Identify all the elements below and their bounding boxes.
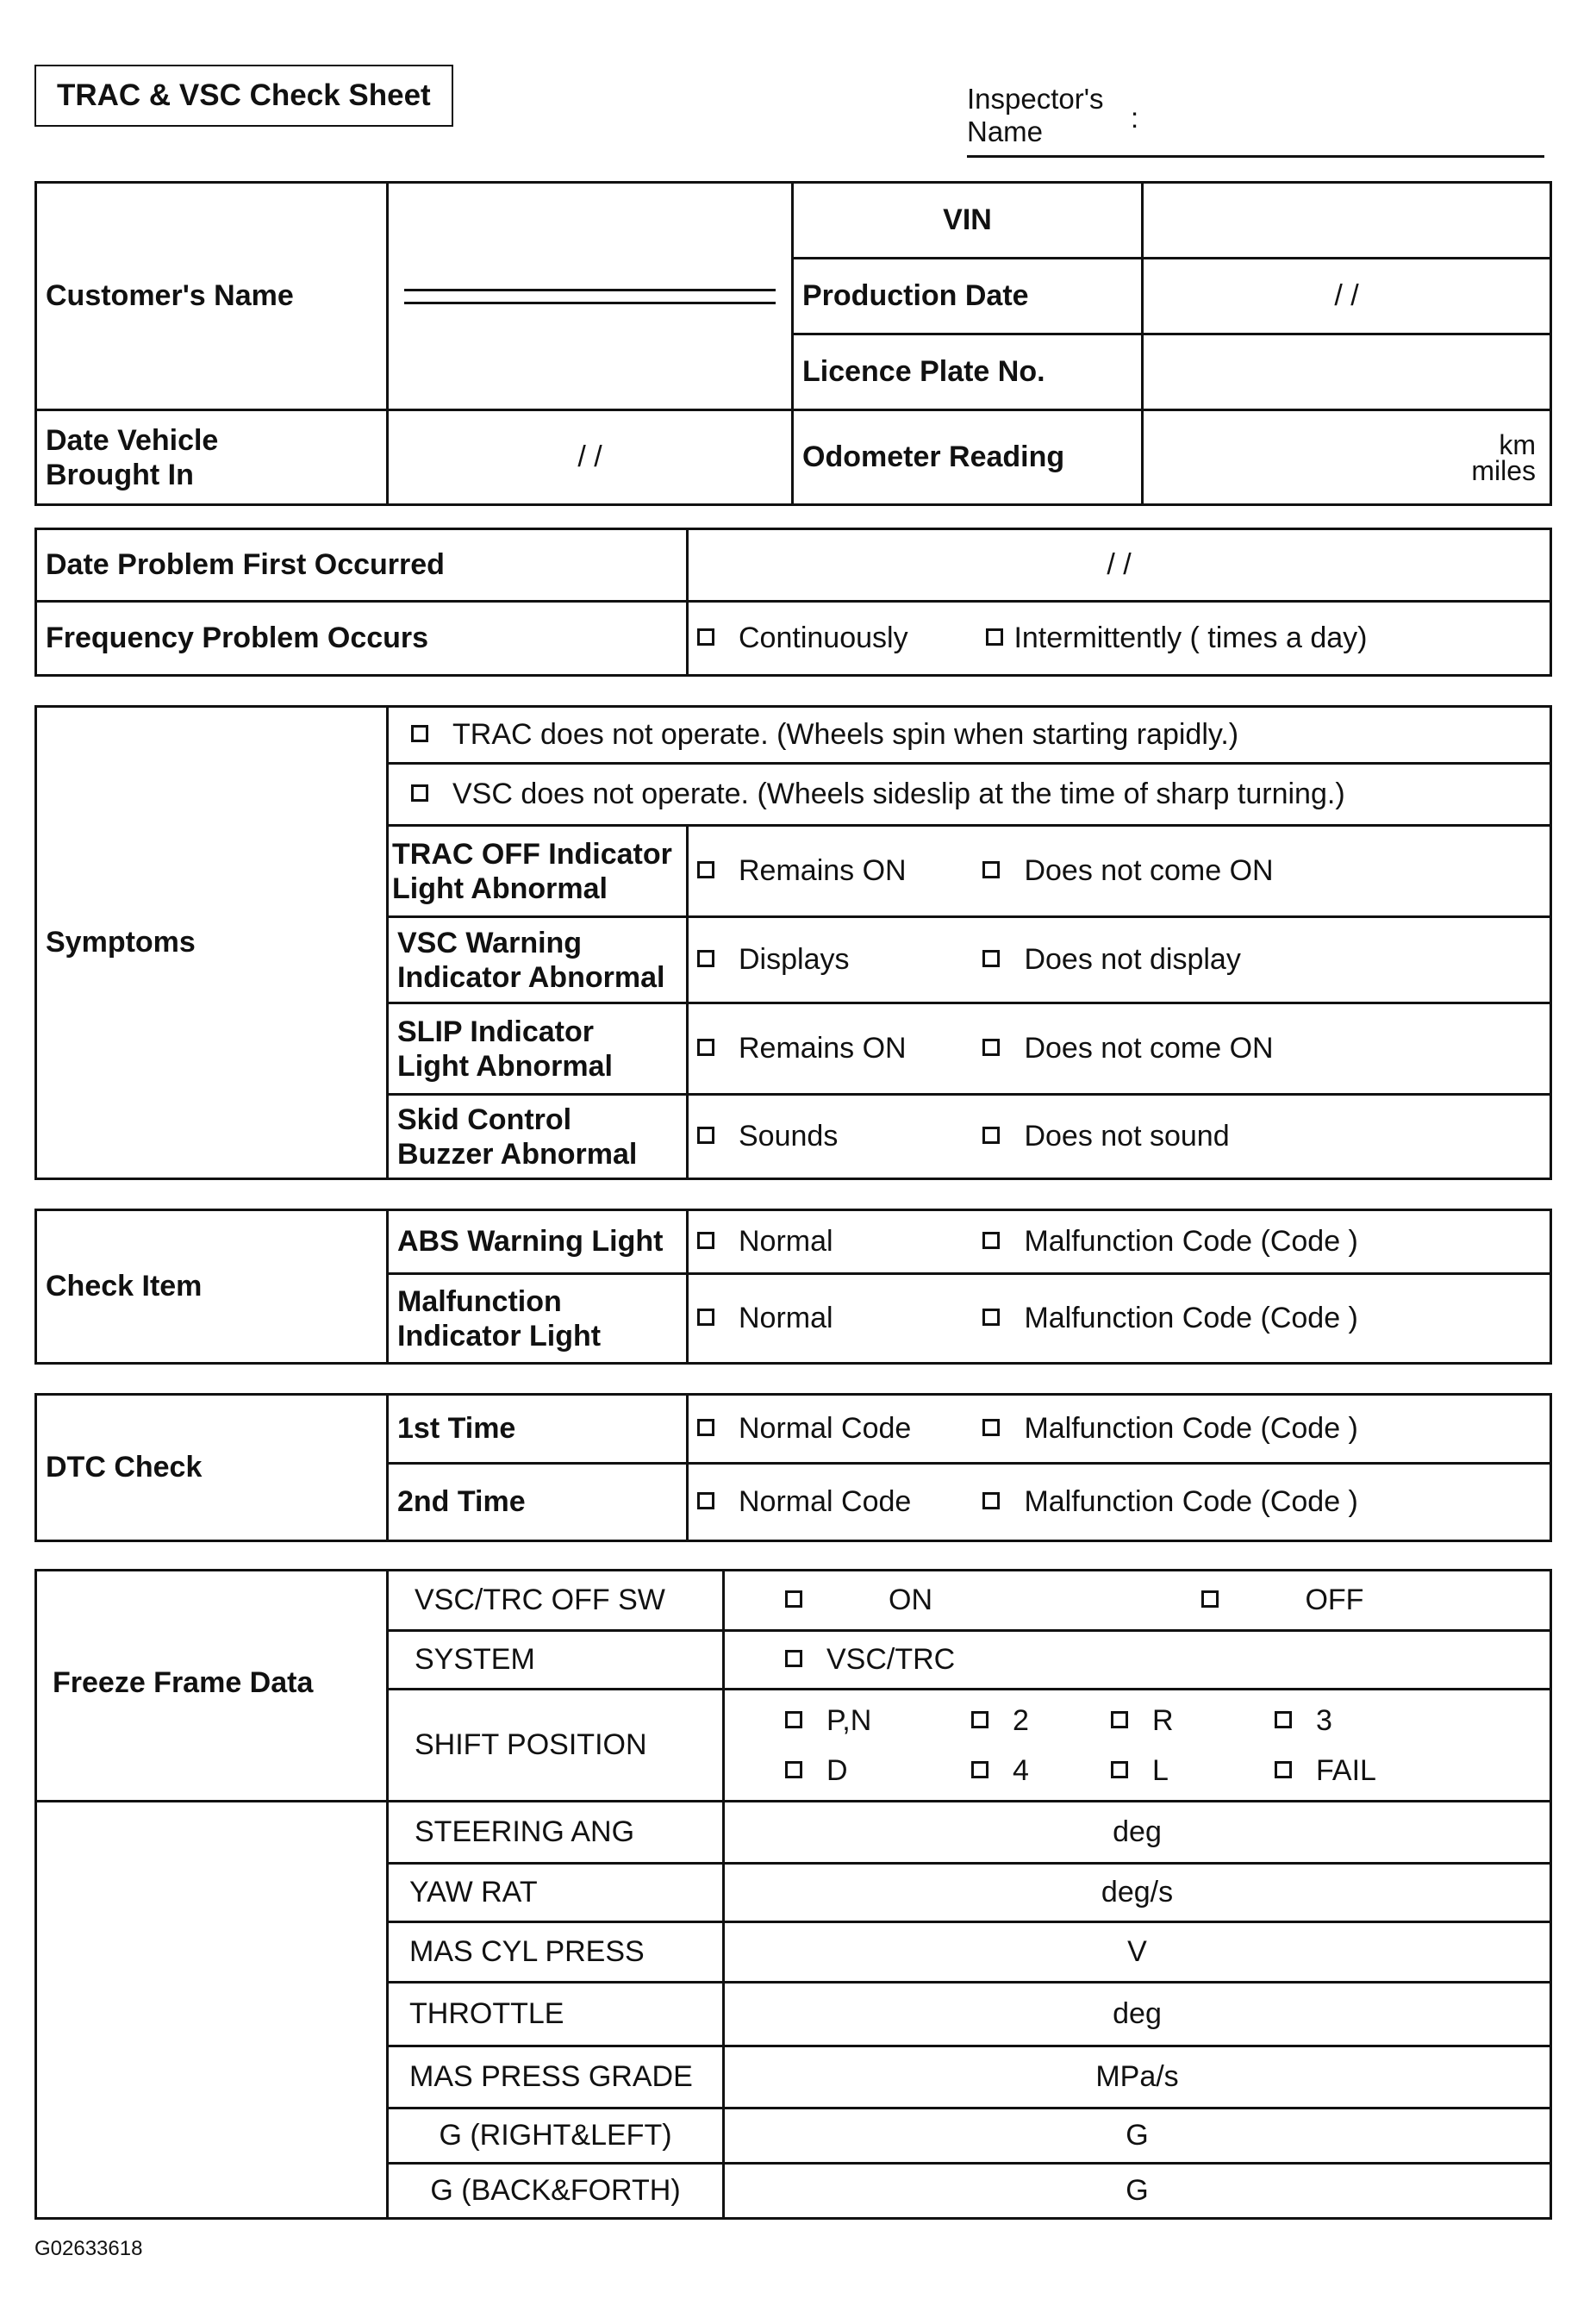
shift-l-checkbox[interactable] xyxy=(1111,1761,1128,1778)
symptoms-label: Symptoms xyxy=(36,707,388,1179)
shift-2-label: 2 xyxy=(1013,1703,1029,1737)
name-double-line xyxy=(404,289,776,304)
odometer-label: Odometer Reading xyxy=(793,410,1143,505)
date-brought-in-label xyxy=(36,410,388,505)
shift-2-checkbox[interactable] xyxy=(971,1711,988,1728)
odometer-field[interactable] xyxy=(1143,410,1551,505)
shift-fail-checkbox[interactable] xyxy=(1275,1761,1292,1778)
param-unit[interactable]: G xyxy=(724,2108,1551,2164)
dtc-first-options xyxy=(688,1395,1551,1464)
shift-4-label: 4 xyxy=(1013,1753,1029,1787)
intermittently-label: Intermittently ( times a day) xyxy=(1013,622,1368,654)
vsc-not-operate-label: VSC does not operate. (Wheels sideslip at the time of sharp turning.) xyxy=(452,778,1345,810)
param-name: YAW RAT xyxy=(388,1864,724,1922)
param-name: THROTTLE xyxy=(388,1983,724,2046)
shift-position-label: SHIFT POSITION xyxy=(388,1690,724,1802)
trac-not-operate-checkbox[interactable] xyxy=(411,725,428,742)
slip-indicator-label-2: Light Abnormal xyxy=(397,1049,613,1083)
dtc-check-table xyxy=(34,1393,1552,1542)
param-name: STEERING ANG xyxy=(388,1802,724,1864)
system-vsc-trc-checkbox[interactable] xyxy=(785,1650,802,1667)
production-date-label: Production Date xyxy=(793,259,1143,334)
inspector-label-line1: Inspector's xyxy=(967,83,1104,115)
mil-label xyxy=(388,1274,688,1364)
frequency-options xyxy=(688,602,1551,676)
shift-r-label: R xyxy=(1152,1703,1174,1737)
abs-warning-label: ABS Warning Light xyxy=(388,1210,688,1274)
customer-info-table xyxy=(34,181,1552,506)
unit-miles: miles xyxy=(1471,454,1536,486)
shift-row-1 xyxy=(785,1696,1541,1746)
shift-pn-label: P,N xyxy=(826,1703,872,1737)
slip-not-come-on-label: Does not come ON xyxy=(1024,1032,1274,1065)
vsc-warning-options xyxy=(688,917,1551,1003)
freeze-frame-label-spacer xyxy=(36,1802,388,2219)
skid-buzzer-label-2: Buzzer Abnormal xyxy=(397,1137,638,1171)
param-name: G (BACK&FORTH) xyxy=(388,2164,724,2219)
dtc-second-normal-checkbox[interactable] xyxy=(697,1492,714,1509)
inspector-colon: : xyxy=(1131,102,1139,134)
mil-label-2: Indicator Light xyxy=(397,1319,602,1353)
shift-r-checkbox[interactable] xyxy=(1111,1711,1128,1728)
inspector-label-line2: Name xyxy=(967,116,1044,147)
buzzer-sounds-label: Sounds xyxy=(739,1120,839,1153)
param-name: MAS PRESS GRADE xyxy=(388,2046,724,2108)
mil-normal-label: Normal xyxy=(739,1302,833,1334)
dtc-first-malfunction-label: Malfunction Code (Code ) xyxy=(1024,1412,1358,1445)
vsc-warning-label-1: VSC Warning xyxy=(397,926,583,959)
continuously-checkbox[interactable] xyxy=(697,628,714,646)
licence-plate-field[interactable] xyxy=(1143,334,1551,410)
shift-3-label: 3 xyxy=(1316,1703,1332,1737)
problem-table xyxy=(34,528,1552,677)
shift-row-2 xyxy=(785,1746,1541,1796)
vsc-not-operate-row xyxy=(388,764,1551,826)
abs-warning-options xyxy=(688,1210,1551,1274)
licence-plate-label: Licence Plate No. xyxy=(793,334,1143,410)
param-name: G (RIGHT&LEFT) xyxy=(388,2108,724,2164)
first-occurred-field[interactable]: / / xyxy=(688,529,1551,602)
param-unit[interactable]: deg xyxy=(724,1983,1551,2046)
abs-normal-checkbox[interactable] xyxy=(697,1232,714,1249)
sw-off-checkbox[interactable] xyxy=(1201,1590,1219,1608)
mil-normal-checkbox[interactable] xyxy=(697,1309,714,1326)
buzzer-not-sound-checkbox[interactable] xyxy=(982,1127,1000,1144)
freeze-frame-label: Freeze Frame Data xyxy=(36,1571,388,1802)
system-label: SYSTEM xyxy=(388,1631,724,1690)
dtc-second-malfunction-checkbox[interactable] xyxy=(982,1492,1000,1509)
vin-field[interactable] xyxy=(1143,183,1551,259)
production-date-field[interactable]: / / xyxy=(1143,259,1551,334)
trac-not-operate-label: TRAC does not operate. (Wheels spin when starting rapidly.) xyxy=(452,718,1239,751)
param-unit[interactable]: G xyxy=(724,2164,1551,2219)
slip-indicator-options xyxy=(688,1003,1551,1095)
mil-options xyxy=(688,1274,1551,1364)
slip-remains-on-label: Remains ON xyxy=(739,1032,907,1065)
dtc-first-malfunction-checkbox[interactable] xyxy=(982,1419,1000,1436)
abs-normal-label: Normal xyxy=(739,1225,833,1258)
sheet-title: TRAC & VSC Check Sheet xyxy=(34,65,453,127)
shift-l-label: L xyxy=(1152,1753,1169,1787)
inspector-name-field[interactable] xyxy=(967,83,1544,158)
slip-not-come-on-checkbox[interactable] xyxy=(982,1039,1000,1056)
trac-off-indicator-label-2: Light Abnormal xyxy=(392,872,608,905)
vin-label: VIN xyxy=(793,183,1143,259)
slip-remains-on-checkbox[interactable] xyxy=(697,1039,714,1056)
trac-off-indicator-label xyxy=(388,826,688,917)
date-brought-in-field[interactable]: / / xyxy=(388,410,793,505)
vsc-not-operate-checkbox[interactable] xyxy=(411,784,428,802)
system-options xyxy=(724,1631,1551,1690)
vsc-warning-label xyxy=(388,917,688,1003)
dtc-first-normal-label: Normal Code xyxy=(739,1412,912,1445)
vsc-not-display-label: Does not display xyxy=(1024,943,1241,976)
trac-off-not-come-on-checkbox[interactable] xyxy=(982,861,1000,878)
skid-buzzer-label xyxy=(388,1095,688,1179)
buzzer-sounds-checkbox[interactable] xyxy=(697,1127,714,1144)
trac-off-remains-on-checkbox[interactable] xyxy=(697,861,714,878)
check-item-table xyxy=(34,1209,1552,1365)
vsc-displays-label: Displays xyxy=(739,943,850,976)
unit-km: km xyxy=(1499,428,1536,460)
mil-malfunction-checkbox[interactable] xyxy=(982,1309,1000,1326)
trac-off-indicator-options xyxy=(688,826,1551,917)
intermittently-checkbox[interactable] xyxy=(986,628,1003,646)
check-item-label: Check Item xyxy=(36,1210,388,1364)
trac-not-operate-row xyxy=(388,707,1551,764)
dtc-first-time-label: 1st Time xyxy=(388,1395,688,1464)
trac-off-not-come-on-label: Does not come ON xyxy=(1024,854,1274,887)
shift-d-checkbox[interactable] xyxy=(785,1761,802,1778)
param-unit[interactable]: deg xyxy=(724,1802,1551,1864)
shift-position-options xyxy=(724,1690,1551,1802)
buzzer-not-sound-label: Does not sound xyxy=(1024,1120,1230,1153)
system-vsc-trc-label: VSC/TRC xyxy=(826,1643,956,1676)
param-unit[interactable]: deg/s xyxy=(724,1864,1551,1922)
date-brought-in-label-1: Date Vehicle xyxy=(46,423,219,457)
vsc-warning-label-2: Indicator Abnormal xyxy=(397,960,665,994)
dtc-second-time-label: 2nd Time xyxy=(388,1464,688,1541)
shift-pn-checkbox[interactable] xyxy=(785,1711,802,1728)
dtc-second-malfunction-label: Malfunction Code (Code ) xyxy=(1024,1485,1358,1518)
shift-4-checkbox[interactable] xyxy=(971,1761,988,1778)
figure-code: G02633618 xyxy=(34,2237,143,2260)
vsc-trc-off-sw-options xyxy=(724,1571,1551,1631)
trac-off-remains-on-label: Remains ON xyxy=(739,854,907,887)
param-name: MAS CYL PRESS xyxy=(388,1922,724,1983)
shift-d-label: D xyxy=(826,1753,848,1787)
dtc-check-label: DTC Check xyxy=(36,1395,388,1541)
slip-indicator-label xyxy=(388,1003,688,1095)
freeze-frame-table xyxy=(34,1569,1552,2220)
customer-name-label: Customer's Name xyxy=(36,183,388,410)
frequency-label: Frequency Problem Occurs xyxy=(36,602,688,676)
symptoms-table xyxy=(34,705,1552,1180)
abs-malfunction-label: Malfunction Code (Code ) xyxy=(1024,1225,1358,1258)
first-occurred-label: Date Problem First Occurred xyxy=(36,529,688,602)
vsc-displays-checkbox[interactable] xyxy=(697,950,714,967)
skid-buzzer-label-1: Skid Control xyxy=(397,1103,572,1136)
dtc-second-normal-label: Normal Code xyxy=(739,1485,912,1518)
sw-on-label: ON xyxy=(889,1584,932,1616)
sw-off-label: OFF xyxy=(1305,1584,1364,1616)
dtc-second-options xyxy=(688,1464,1551,1541)
trac-off-indicator-label-1: TRAC OFF Indicator xyxy=(392,837,672,871)
vsc-not-display-checkbox[interactable] xyxy=(982,950,1000,967)
sw-on-checkbox[interactable] xyxy=(785,1590,802,1608)
abs-malfunction-checkbox[interactable] xyxy=(982,1232,1000,1249)
customer-name-field[interactable] xyxy=(388,183,793,410)
mil-malfunction-label: Malfunction Code (Code ) xyxy=(1024,1302,1358,1334)
param-unit[interactable]: V xyxy=(724,1922,1551,1983)
slip-indicator-label-1: SLIP Indicator xyxy=(397,1015,594,1048)
vsc-trc-off-sw-label: VSC/TRC OFF SW xyxy=(388,1571,724,1631)
continuously-label: Continuously xyxy=(739,622,908,654)
param-unit[interactable]: MPa/s xyxy=(724,2046,1551,2108)
skid-buzzer-options xyxy=(688,1095,1551,1179)
shift-fail-label: FAIL xyxy=(1316,1753,1376,1787)
mil-label-1: Malfunction xyxy=(397,1284,562,1318)
dtc-first-normal-checkbox[interactable] xyxy=(697,1419,714,1436)
shift-3-checkbox[interactable] xyxy=(1275,1711,1292,1728)
date-brought-in-label-2: Brought In xyxy=(46,458,194,491)
